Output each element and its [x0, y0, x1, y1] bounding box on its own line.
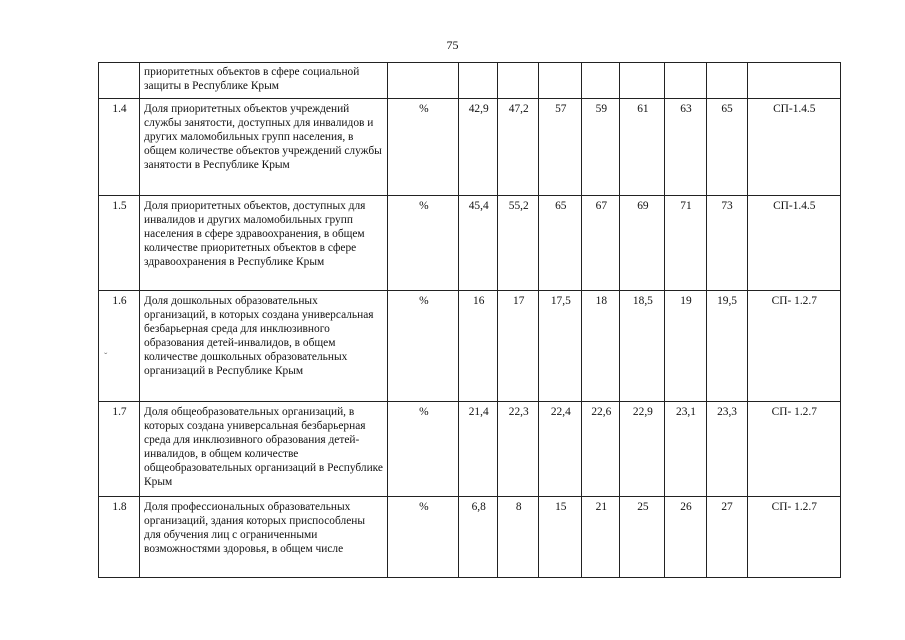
value-cell	[582, 63, 620, 99]
value-cell	[620, 63, 665, 99]
value-cell	[498, 63, 539, 99]
value-cell: 8	[498, 497, 539, 578]
value-cell: 22,6	[582, 402, 620, 497]
indicators-table	[98, 62, 841, 578]
reference-code-cell: СП- 1.2.7	[747, 497, 840, 578]
value-cell: 47,2	[498, 99, 539, 196]
table-row	[99, 99, 841, 196]
value-cell	[459, 63, 498, 99]
value-cell	[706, 63, 747, 99]
row-number-cell: 1.8	[99, 497, 140, 578]
unit-cell: %	[388, 497, 459, 578]
table-row	[99, 63, 841, 99]
value-cell	[665, 63, 706, 99]
value-cell: 57	[539, 99, 582, 196]
reference-code-cell	[747, 63, 840, 99]
value-cell: 73	[706, 196, 747, 291]
value-cell: 42,9	[459, 99, 498, 196]
value-cell: 15	[539, 497, 582, 578]
page-number: 75	[446, 38, 459, 52]
unit-cell: %	[388, 99, 459, 196]
reference-code-cell: СП- 1.2.7	[747, 291, 840, 402]
value-cell: 19	[665, 291, 706, 402]
indicator-description-cell: Доля приоритетных объектов учреждений службы занятости, доступных для инвалидов и других маломобильных групп населения, в общем количестве объектов учреждений службы занятости в Республике Крым	[140, 99, 388, 196]
value-cell: 16	[459, 291, 498, 402]
indicator-description-cell: Доля профессиональных образовательных организаций, здания которых приспособлены для обучения лиц с ограниченными возможностями здоровья, в общем числе	[140, 497, 388, 578]
unit-cell: %	[388, 196, 459, 291]
row-number-cell: 1.4	[99, 99, 140, 196]
reference-code-cell: СП- 1.2.7	[747, 402, 840, 497]
unit-cell	[388, 63, 459, 99]
unit-cell: %	[388, 402, 459, 497]
indicator-description-cell: приоритетных объектов в сфере социальной защиты в Республике Крым	[140, 63, 388, 99]
indicator-description-cell: Доля общеобразовательных организаций, в которых создана универсальная безбарьерная среда для инклюзивного образования детей-инвалидов, в общем количестве общеобразовательных организаций в Республике Крым	[140, 402, 388, 497]
value-cell: 23,1	[665, 402, 706, 497]
table-row	[99, 497, 841, 578]
value-cell: 63	[665, 99, 706, 196]
value-cell: 65	[706, 99, 747, 196]
unit-cell: %	[388, 291, 459, 402]
indicator-description-cell: Доля приоритетных объектов, доступных для инвалидов и других маломобильных групп населения в сфере здравоохранения, в общем количестве приоритетных объектов в сфере здравоохранения в Республике Крым	[140, 196, 388, 291]
value-cell: 26	[665, 497, 706, 578]
value-cell: 19,5	[706, 291, 747, 402]
value-cell: 18	[582, 291, 620, 402]
value-cell: 23,3	[706, 402, 747, 497]
reference-code-cell: СП-1.4.5	[747, 196, 840, 291]
value-cell: 6,8	[459, 497, 498, 578]
table-row	[99, 196, 841, 291]
value-cell: 55,2	[498, 196, 539, 291]
value-cell: 67	[582, 196, 620, 291]
row-number-cell: 1.7	[99, 402, 140, 497]
table-row	[99, 402, 841, 497]
value-cell: 17,5	[539, 291, 582, 402]
value-cell: 18,5	[620, 291, 665, 402]
value-cell: 25	[620, 497, 665, 578]
value-cell: 71	[665, 196, 706, 291]
value-cell: 22,9	[620, 402, 665, 497]
value-cell: 17	[498, 291, 539, 402]
row-number-cell: 1.6	[99, 291, 140, 402]
value-cell: 45,4	[459, 196, 498, 291]
table-row	[99, 291, 841, 402]
value-cell: 59	[582, 99, 620, 196]
scan-mark: ˇ	[104, 352, 108, 363]
indicator-description-cell: Доля дошкольных образовательных организаций, в которых создана универсальная безбарьерная среда для инклюзивного образования детей-инвалидов, в общем количестве дошкольных образовательных организаций в Республике Крым	[140, 291, 388, 402]
value-cell: 65	[539, 196, 582, 291]
value-cell	[539, 63, 582, 99]
value-cell: 61	[620, 99, 665, 196]
value-cell: 21	[582, 497, 620, 578]
reference-code-cell: СП-1.4.5	[747, 99, 840, 196]
value-cell: 27	[706, 497, 747, 578]
value-cell: 22,3	[498, 402, 539, 497]
value-cell: 69	[620, 196, 665, 291]
value-cell: 22,4	[539, 402, 582, 497]
row-number-cell	[99, 63, 140, 99]
row-number-cell: 1.5	[99, 196, 140, 291]
value-cell: 21,4	[459, 402, 498, 497]
